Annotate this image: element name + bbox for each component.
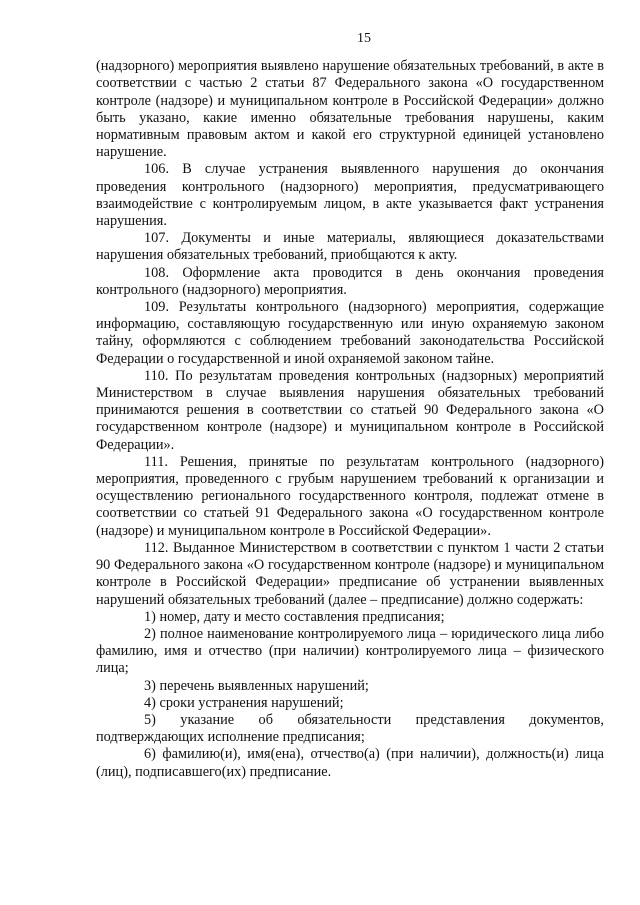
list-item-4: 4) сроки устранения нарушений; xyxy=(144,694,344,711)
paragraph-107: 107. Документы и иные материалы, являющиеся доказательствами нарушения обязательных требований, приобщаются к акту. xyxy=(96,230,604,264)
paragraph-109: 109. Результаты контрольного (надзорного) мероприятия, содержащие информацию, составляющую государственную или иную охраняемую законом тайну, оформляются с соблюдением требований законодательства Российской Федерации о государственной и иной охраняемой законом тайне. xyxy=(96,299,604,367)
paragraph-111: 111. Решения, принятые по результатам контрольного (надзорного) мероприятия, проведенного с грубым нарушением требований к организации и осуществлению регионального государственного контроля, подлежат отмене в соответствии со статьей 91 Федерального закона «О государственном контроле (надзоре) и муниципальном контроле в Российской Федерации». xyxy=(96,453,604,539)
paragraph-continuation: (надзорного) мероприятия выявлено нарушение обязательных требований, в акте в соответствии с частью 2 статьи 87 Федерального закона «О государственном контроле (надзоре) и муниципальном контроле в Российской Федерации» должно быть указано, какие именно обязательные требования нарушены, каким нормативным правовым актом и какой его структурной единицей установлено нарушение. xyxy=(96,58,604,161)
list-item-2: 2) полное наименование контролируемого лица – юридического лица либо фамилию, имя и отчество (при наличии) контролируемого лица – физического лица; xyxy=(96,625,604,677)
paragraph-108: 108. Оформление акта проводится в день окончания проведения контрольного (надзорного) мероприятия. xyxy=(96,264,604,298)
page-number: 15 xyxy=(357,31,371,46)
paragraph-112: 112. Выданное Министерством в соответствии с пунктом 1 части 2 статьи 90 Федерального закона «О государственном контроле (надзоре) и муниципальном контроле в Российской Федерации» предписание об устранении выявленных нарушений обязательных требований (далее – предписание) должно содержать: xyxy=(96,539,604,608)
paragraph-110: 110. По результатам проведения контрольных (надзорных) мероприятий Министерством в случае выявления нарушения обязательных требований принимаются решения в соответствии со статьей 90 Федерального закона «О государственном контроле (надзоре) и муниципальном контроле в Российской Федерации». xyxy=(96,367,604,453)
paragraph-106: 106. В случае устранения выявленного нарушения до окончания проведения контрольного (надзорного) мероприятия, предусматривающего взаимодействие с контролируемым лицом, в акте указывается факт устранения нарушения. xyxy=(96,161,604,230)
list-item-5: 5) указание об обязательности представления документов, подтверждающих исполнение предписания; xyxy=(96,711,604,746)
list-item-6: 6) фамилию(и), имя(ена), отчество(а) (при наличии), должность(и) лица (лиц), подписавшего(их) предписание. xyxy=(96,746,604,780)
list-item-3: 3) перечень выявленных нарушений; xyxy=(144,677,369,694)
list-item-1: 1) номер, дату и место составления предписания; xyxy=(144,608,445,625)
